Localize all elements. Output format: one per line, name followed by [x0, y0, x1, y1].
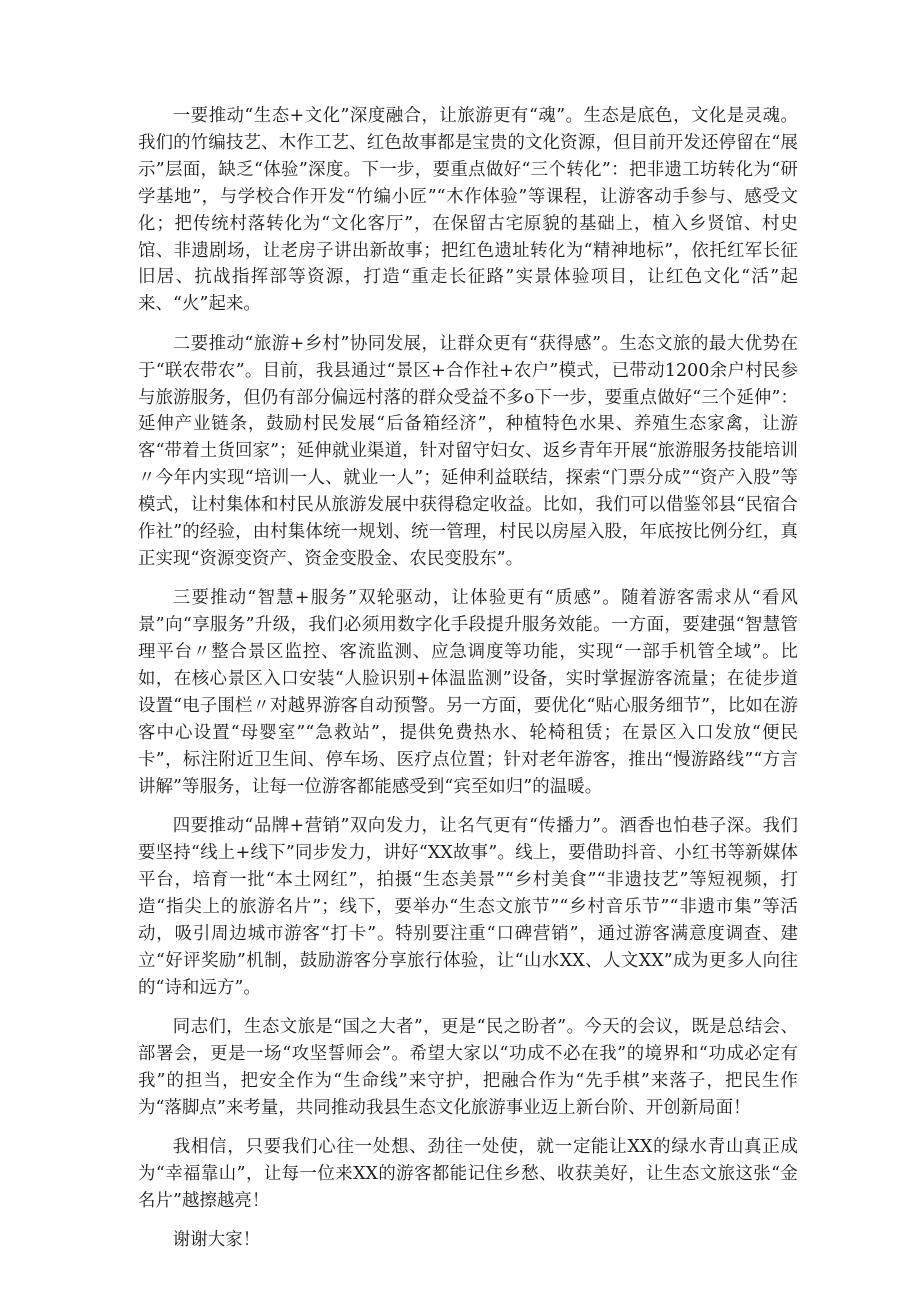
- document-body: [138, 103, 798, 1267]
- paragraph-thanks: 谢谢大家！: [172, 1230, 261, 1251]
- paragraph-brand-marketing: 四要推动“品牌+营销”双向发力，让名气更有“传播力”。酒香也怕巷子深。我们要坚持“线上+线下”同步发力，讲好“XX故事”。线上，要借助抖音、小红书等新媒体平台，培育一批“本土网红”，拍摄“生态美景”“乡村美食”“非遗技艺”等短视频，打造“指尖上的旅游名片”；线下，要举办“生态文旅节”“乡村音乐节”“非遗市集”等活动，吸引周边城市游客“打卡”。特别要注重“口碑营销”，通过游客满意度调查、建立“好评奖励”机制，鼓励游客分享旅行体验，让“山水XX、人文XX”成为更多人向往的“诗和远方”。: [138, 816, 798, 998]
- paragraph-rural-development: 二要推动“旅游+乡村”协同发展，让群众更有“获得感”。生态文旅的最大优势在于“联农带农”。目前，我县通过“景区+合作社+农户”模式，已带动1200余户村民参与旅游服务，但仍有部分偏远村落的群众受益不多o下一步，要重点做好“三个延伸”：延伸产业链条，鼓励村民发展“后备箱经济”，种植特色水果、养殖生态家禽，让游客“带着土货回家”；延伸就业渠道，针对留守妇女、返乡青年开展“旅游服务技能培训〃今年内实现“培训一人、就业一人”；延伸利益联结，探索“门票分成”“资产入股”等模式，让村集体和村民从旅游发展中获得稳定收益。比如，我们可以借鉴邻县“民宿合作社”的经验，由村集体统一规划、统一管理，村民以房屋入股，年底按比例分红，真正实现“资源变资产、资金变股金、农民变股东”。: [138, 333, 798, 569]
- paragraph-culture-integration: 一要推动“生态+文化”深度融合，让旅游更有“魂”。生态是底色，文化是灵魂。我们的竹编技艺、木作工艺、红色故事都是宝贵的文化资源，但目前开发还停留在“展示”层面，缺乏“体验”深度。下一步，要重点做好“三个转化”：把非遗工坊转化为“研学基地”，与学校合作开发“竹编小匠”“木作体验”等课程，让游客动手参与、感受文化；把传统村落转化为“文化客厅”，在保留古宅原貌的基础上，植入乡贤馆、村史馆、非遗剧场，让老房子讲出新故事；把红色遗址转化为“精神地标”，依托红军长征旧居、抗战指挥部等资源，打造“重走长征路”实景体验项目，让红色文化“活”起来、“火”起来。: [138, 106, 798, 315]
- paragraph-belief: 我相信，只要我们心往一处想、劲往一处使，就一定能让XX的绿水青山真正成为“幸福靠山”，让每一位来XX的游客都能记住乡愁、收获美好，让生态文旅这张“金名片”越擦越亮！: [138, 1137, 798, 1211]
- paragraph-smart-service: 三要推动“智慧+服务”双轮驱动，让体验更有“质感”。随着游客需求从“看风景”向“享服务”升级，我们必须用数字化手段提升服务效能。一方面，要建强“智慧管理平台〃整合景区监控、客流监测、应急调度等功能，实现“一部手机管全域”。比如，在核心景区入口安装“人脸识别+体温监测”设备，实时掌握游客流量；在徒步道设置“电子围栏〃对越界游客自动预警。另一方面，要优化“贴心服务细节”，比如在游客中心设置“母婴室”“急救站”，提供免费热水、轮椅租赁；在景区入口发放“便民卡”，标注附近卫生间、停车场、医疗点位置；针对老年游客，推出“慢游路线”“方言讲解”等服务，让每一位游客都能感受到“宾至如归”的温暖。: [138, 588, 798, 797]
- paragraph-comrades: 同志们，生态文旅是“国之大者”，更是“民之盼者”。今天的会议，既是总结会、部署会，更是一场“攻坚誓师会”。希望大家以“功成不必在我”的境界和“功成必定有我”的担当，把安全作为“生命线”来守护，把融合作为“先手棋”来落子，把民生作为“落脚点”来考量，共同推动我县生态文化旅游事业迈上新台阶、开创新局面！: [138, 1017, 798, 1118]
